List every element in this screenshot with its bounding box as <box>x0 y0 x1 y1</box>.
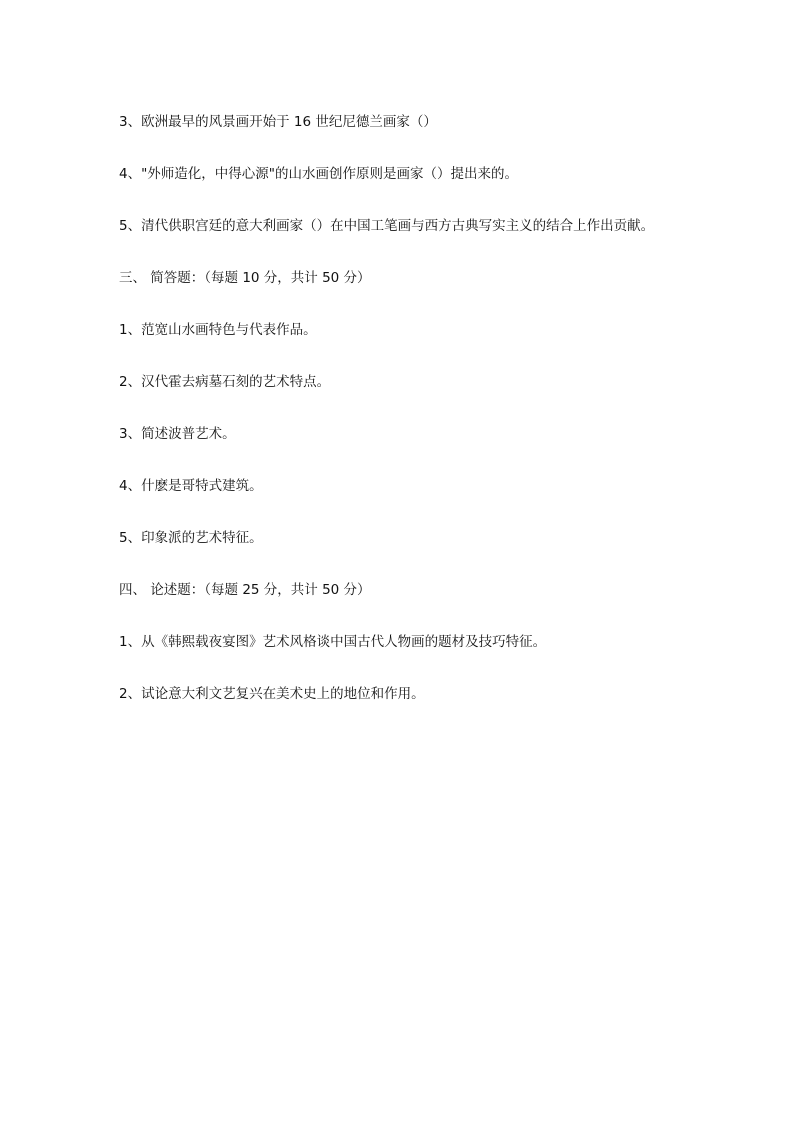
section-heading-short-answer: 三、 简答题：（每题 10 分，共计 50 分） <box>119 270 371 286</box>
short-answer-item-2: 2、汉代霍去病墓石刻的艺术特点。 <box>119 374 331 390</box>
short-answer-item-4: 4、什麽是哥特式建筑。 <box>119 478 263 494</box>
essay-item-1: 1、从《韩熙载夜宴图》艺术风格谈中国古代人物画的题材及技巧特征。 <box>119 634 547 650</box>
section-heading-essay: 四、 论述题：（每题 25 分，共计 50 分） <box>119 582 371 598</box>
fill-in-item-4: 4、"外师造化，中得心源"的山水画创作原则是画家（）提出来的。 <box>119 166 519 182</box>
short-answer-item-1: 1、范宽山水画特色与代表作品。 <box>119 322 317 338</box>
fill-in-item-5: 5、清代供职宫廷的意大利画家（）在中国工笔画与西方古典写实主义的结合上作出贡献。 <box>119 218 655 234</box>
short-answer-item-3: 3、简述波普艺术。 <box>119 426 236 442</box>
essay-item-2: 2、试论意大利文艺复兴在美术史上的地位和作用。 <box>119 686 425 702</box>
fill-in-item-3: 3、欧洲最早的风景画开始于 16 世纪尼德兰画家（） <box>119 114 437 130</box>
short-answer-item-5: 5、印象派的艺术特征。 <box>119 530 263 546</box>
